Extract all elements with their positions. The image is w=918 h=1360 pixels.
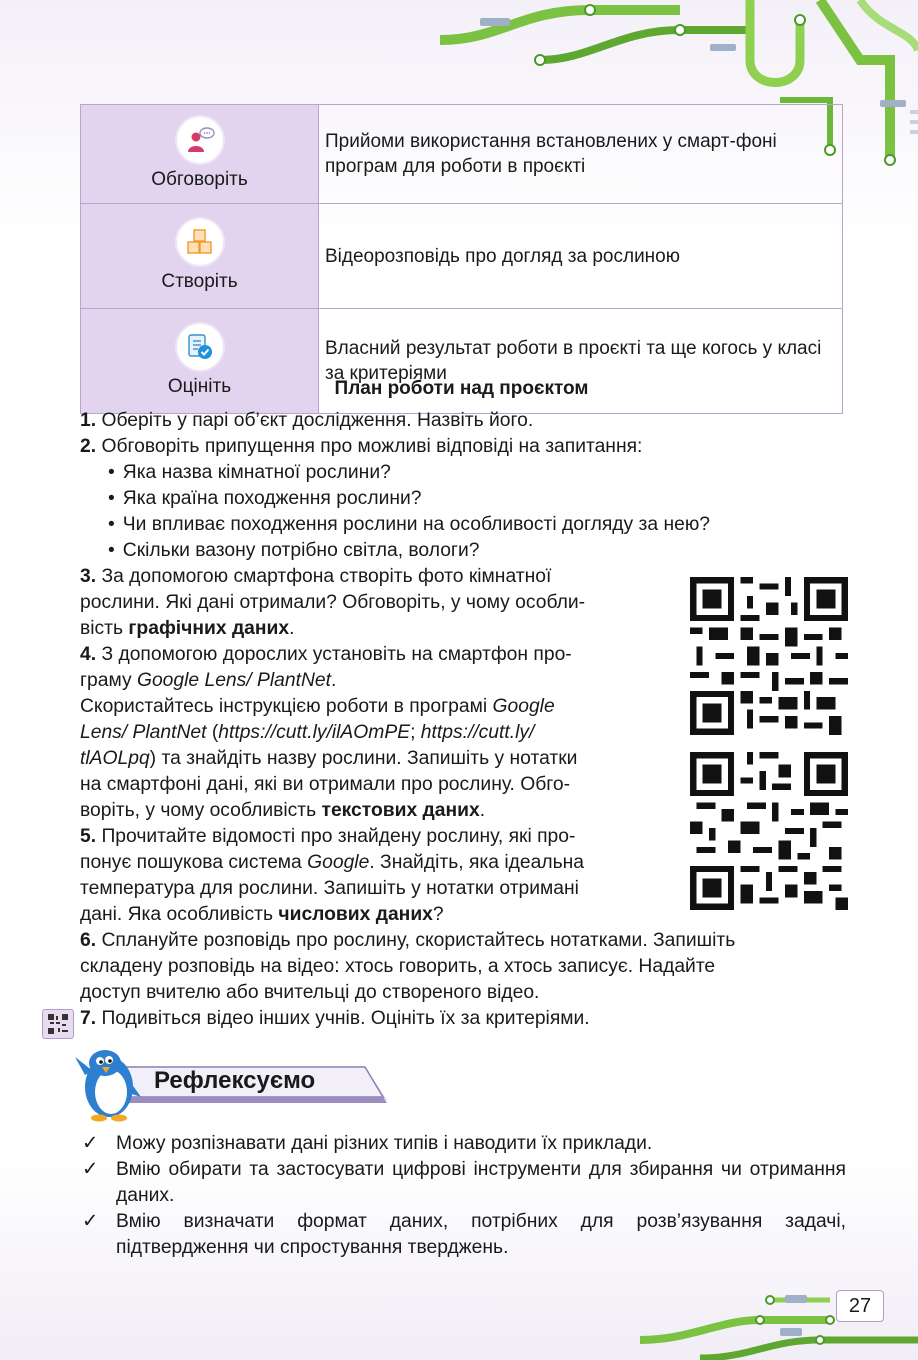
reflect-checklist bbox=[82, 1131, 846, 1261]
qr-code[interactable] bbox=[690, 752, 848, 910]
plan-title: План роботи над проєктом bbox=[334, 378, 589, 399]
qr-icon bbox=[42, 1009, 74, 1039]
link-plantnet-instructions[interactable]: https://cutt.ly/ilAOmPE bbox=[218, 722, 411, 743]
step-4: 4. З допомогою дорослих установіть на смартфон про- граму Google Lens/ PlantNet. Скористайтесь інструкцією роботи в програмі Google Lens/ PlantNet (https://cutt.ly/ilAOmPE; https://cutt.ly/ tlAOLpq) та знайдіть назву рослини. Запишіть у нотатки на смартфоні дані, які ви отримали про рослину. Обго- воріть, у чому особливість текстових даних. bbox=[80, 644, 578, 821]
checklist-icon bbox=[177, 324, 223, 370]
plan-steps-qr-column bbox=[80, 564, 680, 928]
activities-table bbox=[80, 104, 843, 414]
list-item: ✓ Вмію визначати формат даних, потрібних для розв’язування задачі, підтвердження чи спростування тверджень. bbox=[82, 1211, 846, 1258]
list-item: ✓ Вмію обирати та застосувати цифрові інструменти для збирання чи отримання даних. bbox=[82, 1159, 846, 1206]
description-cell: Відеорозповідь про догляд за рослиною bbox=[319, 204, 843, 309]
description-cell: Прийоми використання встановлених у смарт-фоні програм для роботи в проєкті bbox=[319, 105, 843, 204]
action-cell bbox=[81, 105, 319, 204]
plan-steps-intro bbox=[80, 408, 850, 564]
step-1: 1. Оберіть у парі об’єкт дослідження. Назвіть його. bbox=[80, 410, 534, 431]
list-item: • Яка назва кімнатної рослини? bbox=[80, 460, 850, 486]
list-item: ✓ Можу розпізнавати дані різних типів і наводити їх приклади. bbox=[82, 1131, 846, 1157]
list-item: • Яка країна походження рослини? bbox=[80, 486, 850, 512]
step-5: 5. Прочитайте відомості про знайдену рослину, які про- понує пошукова система Google. Знайдіть, яка ідеальна температура для рослини. Запишіть у нотатки отримані дані. Яка особливість числових даних? bbox=[80, 826, 584, 925]
plan-steps-final bbox=[80, 928, 860, 1032]
qr-code[interactable] bbox=[690, 577, 848, 735]
list-item: • Чи впливає походження рослини на особливості догляду за нею? bbox=[80, 512, 850, 538]
table-row bbox=[81, 105, 843, 204]
step-6: 6. Сплануйте розповідь про рослину, скористайтесь нотатками. Запишіть складену розповідь на відео: хтось говорить, а хтось записує. Надайте доступ вчителю або вчительці до створеного відео. bbox=[80, 930, 736, 1003]
check-icon: ✓ bbox=[82, 1133, 99, 1154]
description-cell: Власний результат роботи в проєкті та ще когось у класі за критеріями bbox=[319, 309, 843, 414]
action-label: Оцініть bbox=[167, 376, 232, 397]
list-item: • Скільки вазону потрібно світла, вологи? bbox=[80, 538, 850, 564]
check-icon: ✓ bbox=[82, 1159, 99, 1180]
reflect-title: Рефлексуємо bbox=[154, 1067, 316, 1094]
cubes-icon bbox=[177, 219, 223, 265]
action-label: Обговоріть bbox=[151, 169, 248, 190]
person-speech-bubble-icon bbox=[177, 117, 223, 163]
step-7: 7. Подивіться відео інших учнів. Оцініть їх за критеріями. bbox=[80, 1008, 590, 1029]
check-icon: ✓ bbox=[82, 1211, 99, 1232]
step-2: 2. Обговоріть припущення про можливі відповіді на запитання: bbox=[80, 436, 643, 457]
table-row bbox=[81, 204, 843, 309]
action-cell bbox=[81, 204, 319, 309]
action-label: Створіть bbox=[161, 271, 238, 292]
page-number: 27 bbox=[836, 1290, 884, 1322]
penguin-mascot-icon bbox=[75, 1050, 141, 1122]
step-3: 3. За допомогою смартфона створіть фото кімнатної рослини. Які дані отримали? Обговоріть, у чому особли- вість графічних даних. bbox=[80, 566, 586, 639]
link-google-lens-instructions[interactable]: https://cutt.ly/ bbox=[420, 722, 535, 743]
